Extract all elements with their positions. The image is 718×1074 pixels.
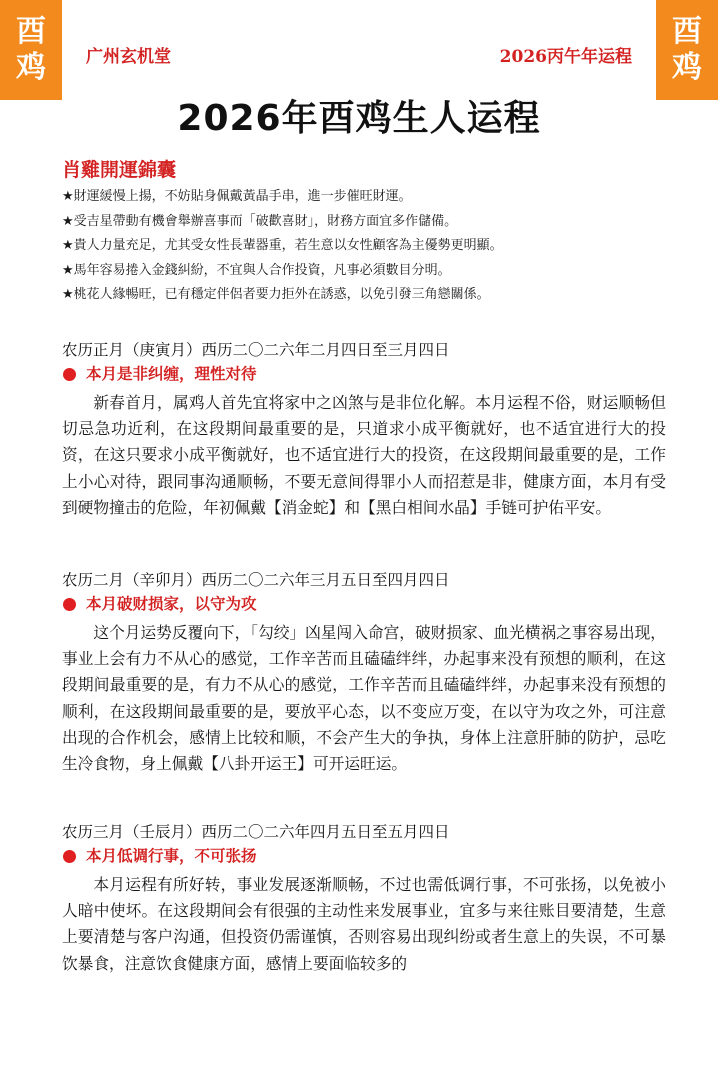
month-heading: 农历二月（辛卯月）西历二〇二六年三月五日至四月四日 [62, 571, 450, 589]
corner-char: 鸡 [16, 50, 46, 85]
month-subtitle: 本月低调行事，不可张扬 [86, 847, 257, 865]
tip-item: ★桃花人緣暢旺，已有穩定伴侶者要力拒外在誘惑，以免引發三角戀關係。 [62, 287, 490, 302]
month-subtitle-row [62, 594, 666, 614]
red-bullet-icon [63, 368, 76, 381]
red-bullet-icon [63, 598, 76, 611]
month-subtitle-row [62, 364, 666, 384]
corner-char: 酉 [672, 14, 702, 49]
red-bullet-icon [63, 850, 76, 863]
month-section-2 [62, 570, 666, 777]
zodiac-corner-tab-left [0, 0, 62, 100]
month-body: 新春首月，属鸡人首先宜将家中之凶煞与是非位化解。本月运程不俗，财运顺畅但切忌急功近利，在这段期间最重要的是，只道求小成平衡就好，也不适宜进行大的投资，在这只要求小成平衡就好，也不适宜进行大的投资，在这段期间最重要的是，工作上小心对待，跟同事沟通顺畅，不要无意间得罪小人而招惹是非，健康方面，本月有受到硬物撞击的危险，年初佩戴【消金蛇】和【黑白相间水晶】手链可护佑平安。 [62, 393, 666, 517]
month-section-3 [62, 822, 666, 977]
month-heading: 农历正月（庚寅月）西历二〇二六年二月四日至三月四日 [62, 341, 450, 359]
tips-title: 肖雞開運錦囊 [62, 159, 177, 181]
corner-char: 酉 [16, 14, 46, 49]
corner-char: 鸡 [672, 50, 702, 85]
month-body: 本月运程有所好转，事业发展逐渐顺畅，不过也需低调行事，不可张扬，以免被小人暗中使坏。在这段期间会有很强的主动性来发展事业，宜多与来往账目要清楚，生意上要清楚与客户沟通，但投资仍需谨慎，否则容易出现纠纷或者生意上的失误，不可暴饮暴食，注意饮食健康方面，感情上要面临较多的 [62, 875, 666, 973]
month-subtitle: 本月是非纠缠，理性对待 [86, 365, 257, 383]
page-title: 2026年酉鸡生人运程 [177, 98, 541, 139]
month-heading: 农历三月（壬辰月）西历二〇二六年四月五日至五月四日 [62, 823, 450, 841]
tip-item: ★馬年容易捲入金錢糾紛，不宜與人合作投資，凡事必須數目分明。 [62, 262, 451, 278]
month-section-1 [62, 340, 666, 521]
month-subtitle-row [62, 846, 666, 866]
year-tag: 2026丙午年运程 [499, 47, 632, 67]
zodiac-corner-tab-right [656, 0, 718, 100]
month-subtitle: 本月破财损家，以守为攻 [86, 595, 257, 613]
tip-item: ★財運緩慢上揚，不妨貼身佩戴黃晶手串，進一步催旺財運。 [62, 189, 412, 204]
month-body: 这个月运势反覆向下，「勾绞」凶星闯入命宫，破财损家、血光横祸之事容易出现，事业上会有力不从心的感觉，工作辛苦而且磕磕绊绊，办起事来没有预想的顺利，在这段期间最重要的是，有力不从心的感觉，工作辛苦而且磕磕绊绊，办起事来没有预想的顺利，在这段期间最重要的是，要放平心态，以不变应万变，在以守为攻之外，可注意出现的合作机会，感情上比较和顺，不会产生大的争执，身体上注意肝肺的防护，忌吃生冷食物，身上佩戴【八卦开运王】可开运旺运。 [62, 623, 666, 774]
tip-item: ★受吉星帶動有機會舉辦喜事而「破歡喜財」，財務方面宜多作儲備。 [62, 213, 458, 229]
tip-item: ★貴人力量充足，尤其受女性長輩器重，若生意以女性顧客為主優勢更明顯。 [62, 238, 503, 253]
brand-name: 广州玄机堂 [86, 47, 171, 67]
tips-list [62, 185, 702, 308]
